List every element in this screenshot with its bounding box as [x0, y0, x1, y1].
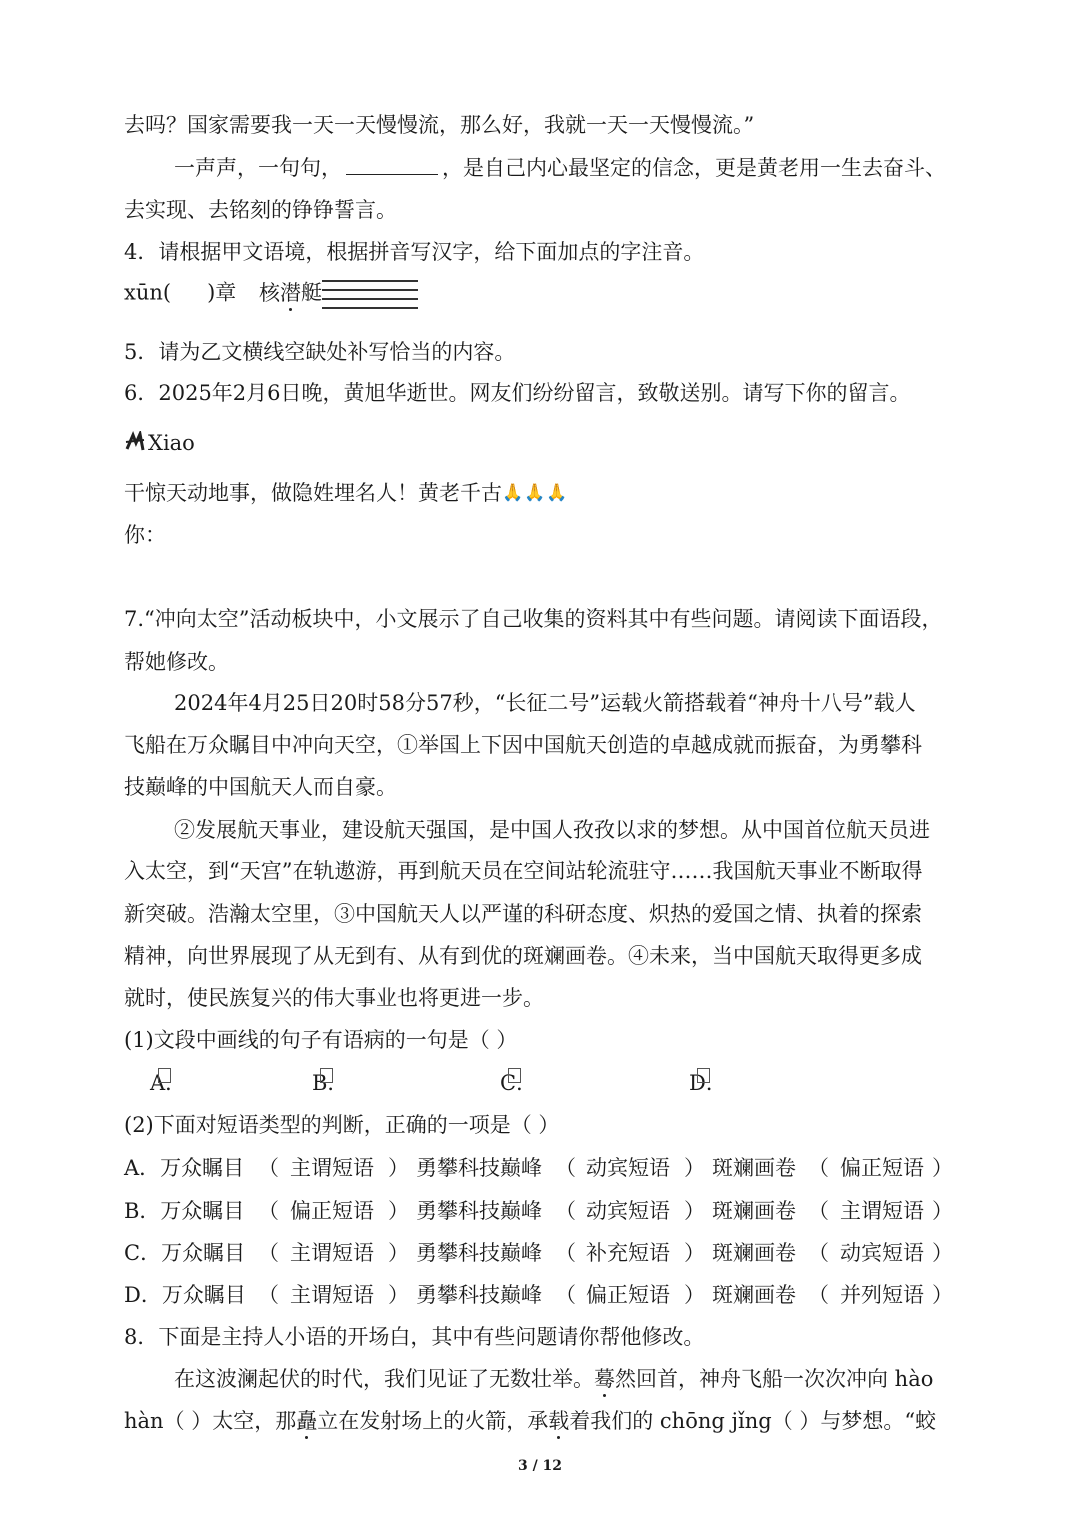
option-paren: （	[808, 1241, 829, 1265]
word-part: 核	[258, 280, 280, 305]
choice-label: C．	[500, 1071, 538, 1095]
question-7-cont: 帮她修改。	[124, 650, 229, 674]
option-paren: ）	[932, 1241, 953, 1265]
subquestion-2: (2)下面对短语类型的判断，正确的一项是（ ）	[124, 1113, 560, 1137]
choice-box[interactable]	[508, 1068, 521, 1083]
option-type: 主谓短语	[840, 1199, 924, 1223]
text-fragment: 在这波澜起伏的时代，我们见证了无数壮举。	[174, 1367, 594, 1391]
word-part: 艇	[300, 280, 322, 305]
option-paren: （	[555, 1283, 576, 1307]
text-fragment: 一声声，一句句，	[174, 156, 342, 180]
option-text: 勇攀科技巅峰	[416, 1283, 542, 1307]
option-text: 勇攀科技巅峰	[416, 1241, 542, 1265]
dotted-char: 潜	[279, 280, 301, 305]
option-type: 偏正短语	[586, 1283, 670, 1307]
text-fragment: hàn（ ）太空，那	[124, 1409, 297, 1433]
option-paren: ）	[388, 1156, 409, 1180]
option-paren: ）	[684, 1199, 705, 1223]
choice-label: B．	[312, 1071, 349, 1095]
option-text: 勇攀科技巅峰	[416, 1199, 542, 1223]
option-text: C．万众瞩目	[124, 1241, 246, 1265]
passage-line	[124, 1406, 936, 1436]
option-paren: ）	[932, 1283, 953, 1307]
choice-box[interactable]	[320, 1068, 333, 1083]
option-paren: （	[258, 1199, 279, 1223]
option-text: D．万众瞩目	[124, 1283, 246, 1307]
option-paren: （	[808, 1199, 829, 1223]
option-text: 斑斓画卷	[712, 1156, 796, 1180]
option-paren: （	[258, 1156, 279, 1180]
question-5: 5．请为乙文横线空缺处补写恰当的内容。	[124, 340, 516, 364]
option-paren: ）	[388, 1283, 409, 1307]
option-text: B．万众瞩目	[124, 1199, 245, 1223]
choice-label: A．	[150, 1071, 187, 1095]
passage-line: ②发展航天事业，建设航天强国，是中国人孜孜以求的梦想。从中国首位航天员进	[174, 818, 930, 842]
choice-box[interactable]	[697, 1068, 710, 1083]
option-type: 动宾短语	[586, 1156, 670, 1180]
comment-message	[124, 478, 569, 508]
text-fragment: ，是自己内心最坚定的信念，更是黄老用一生去奋斗、	[442, 156, 946, 180]
option-paren: （	[808, 1283, 829, 1307]
subquestion-1: (1)文段中画线的句子有语病的一句是（ ）	[124, 1028, 518, 1052]
option-paren: （	[555, 1241, 576, 1265]
passage-line: 2024年4月25日20时58分57秒，“长征二号”运载火箭搭载着“神舟十八号”载人	[174, 691, 916, 715]
text-fragment: 着我们的 chōng jǐng（ ）与梦想。“蛟	[569, 1409, 937, 1433]
option-type: 偏正短语	[840, 1156, 924, 1180]
scribble-lines	[322, 276, 418, 312]
option-paren: ）	[684, 1283, 705, 1307]
text-fragment: 立在发射场上的火箭，承	[317, 1409, 549, 1433]
text-line: 去实现、去铭刻的铮铮誓言。	[124, 198, 397, 222]
option-type: 偏正短语	[290, 1199, 374, 1223]
pinyin-prompt: xūn(	[124, 280, 172, 305]
option-paren: （	[808, 1156, 829, 1180]
passage-line: 入太空，到“天宫”在轨遨游，再到航天员在空间站轮流驻守……我国航天事业不断取得	[124, 859, 923, 883]
option-type: 动宾短语	[840, 1241, 924, 1265]
text-line-with-blank	[174, 152, 946, 183]
option-type: 动宾短语	[586, 1199, 670, 1223]
page-number: 3 / 12	[517, 1458, 563, 1474]
option-text: 勇攀科技巅峰	[416, 1156, 542, 1180]
option-type: 主谓短语	[290, 1283, 374, 1307]
comment-text: 干惊天动地事，做隐姓埋名人！黄老千古	[124, 481, 502, 505]
option-text: 斑斓画卷	[712, 1199, 796, 1223]
option-paren: （	[555, 1156, 576, 1180]
question-4-items	[124, 276, 418, 312]
option-text: 斑斓画卷	[712, 1241, 796, 1265]
option-paren: ）	[388, 1199, 409, 1223]
passage-line: 就时，使民族复兴的伟大事业也将更进一步。	[124, 986, 544, 1010]
question-8: 8．下面是主持人小语的开场白，其中有些问题请你帮他修改。	[124, 1325, 705, 1349]
option-text: A．万众瞩目	[124, 1156, 245, 1180]
text-line: 去吗？国家需要我一天一天慢慢流，那么好，我就一天一天慢慢流。”	[124, 113, 755, 137]
passage-line: 新突破。浩瀚太空里，③中国航天人以严谨的科研态度、炽热的爱国之情、执着的探索	[124, 902, 922, 926]
option-type: 主谓短语	[290, 1156, 374, 1180]
username: Xiao	[148, 431, 195, 455]
question-6: 6．2025年2月6日晚，黄旭华逝世。网友们纷纷留言，致敬送别。请写下你的留言。	[124, 381, 911, 405]
dotted-char: 蓦	[594, 1367, 615, 1391]
dotted-char: 载	[548, 1409, 570, 1433]
option-type: 主谓短语	[290, 1241, 374, 1265]
option-paren: （	[258, 1241, 279, 1265]
comment-user	[124, 428, 195, 458]
option-text: 斑斓画卷	[712, 1283, 796, 1307]
option-type: 并列短语	[840, 1283, 924, 1307]
pinyin-suffix: )章	[207, 280, 237, 305]
option-type: 补充短语	[586, 1241, 670, 1265]
pray-icon: 🙏🙏🙏	[502, 483, 569, 503]
option-paren: （	[555, 1199, 576, 1223]
passage-line: 飞船在万众瞩目中冲向天空，①举国上下因中国航天创造的卓越成就而振奋，为勇攀科	[124, 733, 922, 757]
passage-line: 技巅峰的中国航天人而自豪。	[124, 775, 397, 799]
choice-label: D．	[689, 1071, 727, 1095]
text-fragment: 然回首，神舟飞船一次次冲向 hào	[615, 1367, 934, 1391]
option-paren: ）	[388, 1241, 409, 1265]
question-7: 7.“冲向太空”活动板块中，小文展示了自己收集的资料其中有些问题。请阅读下面语段，	[124, 607, 943, 631]
passage-line: 精神，向世界展现了从无到有、从有到优的斑斓画卷。④未来，当中国航天取得更多成	[124, 944, 922, 968]
choice-box[interactable]	[158, 1068, 171, 1083]
dotted-char: 矗	[296, 1409, 318, 1433]
passage-line	[174, 1364, 933, 1394]
option-paren: ）	[684, 1156, 705, 1180]
option-paren: ）	[932, 1156, 953, 1180]
your-comment-label: 你：	[124, 523, 166, 547]
answer-blank[interactable]	[346, 152, 438, 175]
option-paren: （	[258, 1283, 279, 1307]
option-paren: ）	[684, 1241, 705, 1265]
avatar-icon	[124, 431, 146, 453]
question-4: 4．请根据甲文语境，根据拼音写汉字，给下面加点的字注音。	[124, 240, 705, 264]
option-paren: ）	[932, 1199, 953, 1223]
